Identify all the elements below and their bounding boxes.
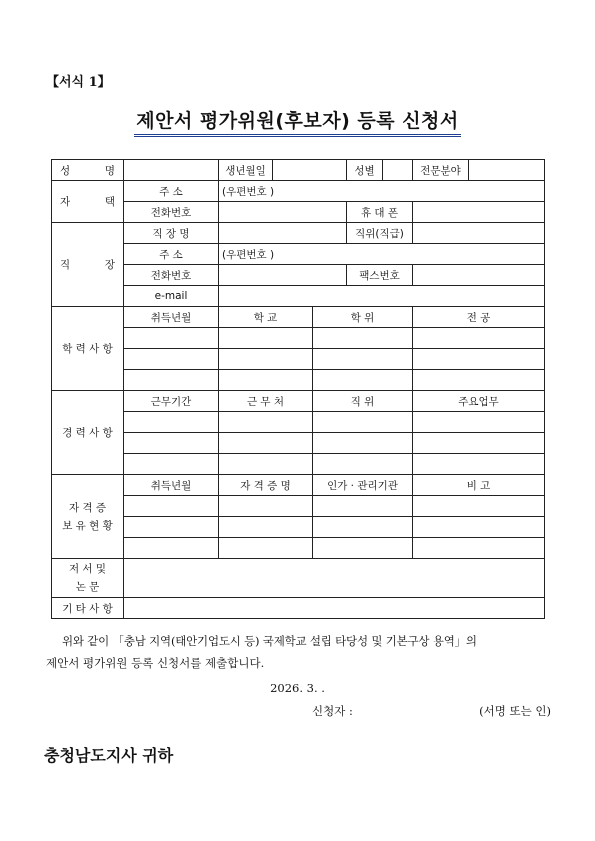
work-phone-row [52,265,545,286]
major-header: 전 공 [413,307,545,328]
certificate-cell[interactable] [313,496,413,517]
certificate-label-line2: 보 유 현 황 [62,519,113,532]
field-label: 전문분야 [413,160,469,181]
table-row [52,433,545,454]
publications-label-line2: 논 문 [75,581,100,593]
certificate-label [52,475,124,559]
signature-label: (서명 또는 인) [479,704,551,718]
publications-row [52,559,545,598]
others-label: 기 타 사 항 [52,598,124,619]
home-address-row [52,181,545,202]
education-cell[interactable] [219,370,313,391]
certificate-cell[interactable] [219,517,313,538]
birth-label: 생년월일 [219,160,273,181]
publications-value[interactable] [124,559,545,598]
certificate-cell[interactable] [413,517,545,538]
fax-value[interactable] [413,265,545,286]
work-phone-label: 전화번호 [124,265,219,286]
education-cell[interactable] [124,328,219,349]
education-cell[interactable] [313,328,413,349]
agency-header: 인가 · 관리기관 [313,475,413,496]
position-label: 직위(직급) [347,223,413,244]
email-row [52,286,545,307]
career-cell[interactable] [124,412,219,433]
submission-date: 2026. 3. . [270,681,325,695]
education-year-header: 취득년월 [124,307,219,328]
home-phone-value[interactable] [219,202,347,223]
home-label: 자 택 [52,181,124,223]
statement [46,630,552,674]
education-cell[interactable] [124,370,219,391]
career-cell[interactable] [313,433,413,454]
table-row [52,328,545,349]
application-form-table [51,159,545,619]
position-value[interactable] [413,223,545,244]
table-row [52,517,545,538]
remarks-header: 비 고 [413,475,545,496]
certificate-cell[interactable] [313,538,413,559]
applicant-label: 신청자 : [312,704,353,718]
table-row [52,349,545,370]
table-row [52,454,545,475]
workplace-value[interactable] [219,223,347,244]
title-container [0,106,595,137]
career-cell[interactable] [219,433,313,454]
home-address-value[interactable]: (우편번호 ) [219,181,545,202]
home-phone-row [52,202,545,223]
email-value[interactable] [219,286,545,307]
career-label: 경 력 사 항 [52,391,124,475]
career-cell[interactable] [124,454,219,475]
career-cell[interactable] [313,412,413,433]
work-phone-value[interactable] [219,265,347,286]
certificate-cell[interactable] [219,496,313,517]
others-row [52,598,545,619]
table-row [52,370,545,391]
birth-value[interactable] [273,160,347,181]
form-number-label: 【서식 1】 [46,75,111,90]
table-row [52,496,545,517]
education-cell[interactable] [413,349,545,370]
email-label: e-mail [124,286,219,307]
career-cell[interactable] [219,454,313,475]
education-cell[interactable] [413,328,545,349]
period-header: 근무기간 [124,391,219,412]
education-label: 학 력 사 항 [52,307,124,391]
gender-label: 성별 [347,160,383,181]
rank-header: 직 위 [313,391,413,412]
work-address-row [52,244,545,265]
career-cell[interactable] [124,433,219,454]
work-label: 직 장 [52,223,124,307]
gender-value[interactable] [383,160,413,181]
education-cell[interactable] [313,370,413,391]
home-address-label: 주 소 [124,181,219,202]
name-row [52,160,545,181]
school-header: 학 교 [219,307,313,328]
table-row [52,412,545,433]
mobile-label: 휴 대 폰 [347,202,413,223]
career-header-row [52,391,545,412]
certificate-cell[interactable] [219,538,313,559]
home-phone-label: 전화번호 [124,202,219,223]
employer-header: 근 무 처 [219,391,313,412]
addressee: 충청남도지사 귀하 [44,746,174,765]
career-cell[interactable] [413,454,545,475]
name-label: 성 명 [52,160,124,181]
certificate-header-row [52,475,545,496]
workplace-row [52,223,545,244]
name-value[interactable] [124,160,219,181]
work-address-value[interactable]: (우편번호 ) [219,244,545,265]
education-cell[interactable] [124,349,219,370]
field-value[interactable] [469,160,545,181]
education-cell[interactable] [413,370,545,391]
certificate-cell[interactable] [124,517,219,538]
statement-line-2: 제안서 평가위원 등록 신청서를 제출합니다. [46,656,265,670]
career-cell[interactable] [413,433,545,454]
certificate-cell[interactable] [413,538,545,559]
mobile-value[interactable] [413,202,545,223]
certificate-cell[interactable] [124,538,219,559]
fax-label: 팩스번호 [347,265,413,286]
career-cell[interactable] [313,454,413,475]
education-cell[interactable] [219,349,313,370]
publications-label [52,559,124,598]
certificate-label-line1: 자 격 증 [68,501,107,514]
certificate-cell[interactable] [124,496,219,517]
others-value[interactable] [124,598,545,619]
certificate-cell[interactable] [313,517,413,538]
table-row [52,538,545,559]
degree-header: 학 위 [313,307,413,328]
education-cell[interactable] [313,349,413,370]
workplace-label: 직 장 명 [124,223,219,244]
career-cell[interactable] [219,412,313,433]
document-title: 제안서 평가위원(후보자) 등록 신청서 [134,106,461,137]
certificate-cell[interactable] [413,496,545,517]
work-address-label: 주 소 [124,244,219,265]
education-cell[interactable] [219,328,313,349]
publications-label-line1: 저 서 및 [68,563,107,575]
certificate-name-header: 자 격 증 명 [219,475,313,496]
duties-header: 주요업무 [413,391,545,412]
statement-line-1: 위와 같이 「충남 지역(태안기업도시 등) 국제학교 설립 타당성 및 기본구상 용역」의 [62,634,477,648]
certificate-year-header: 취득년월 [124,475,219,496]
education-header-row [52,307,545,328]
career-cell[interactable] [413,412,545,433]
